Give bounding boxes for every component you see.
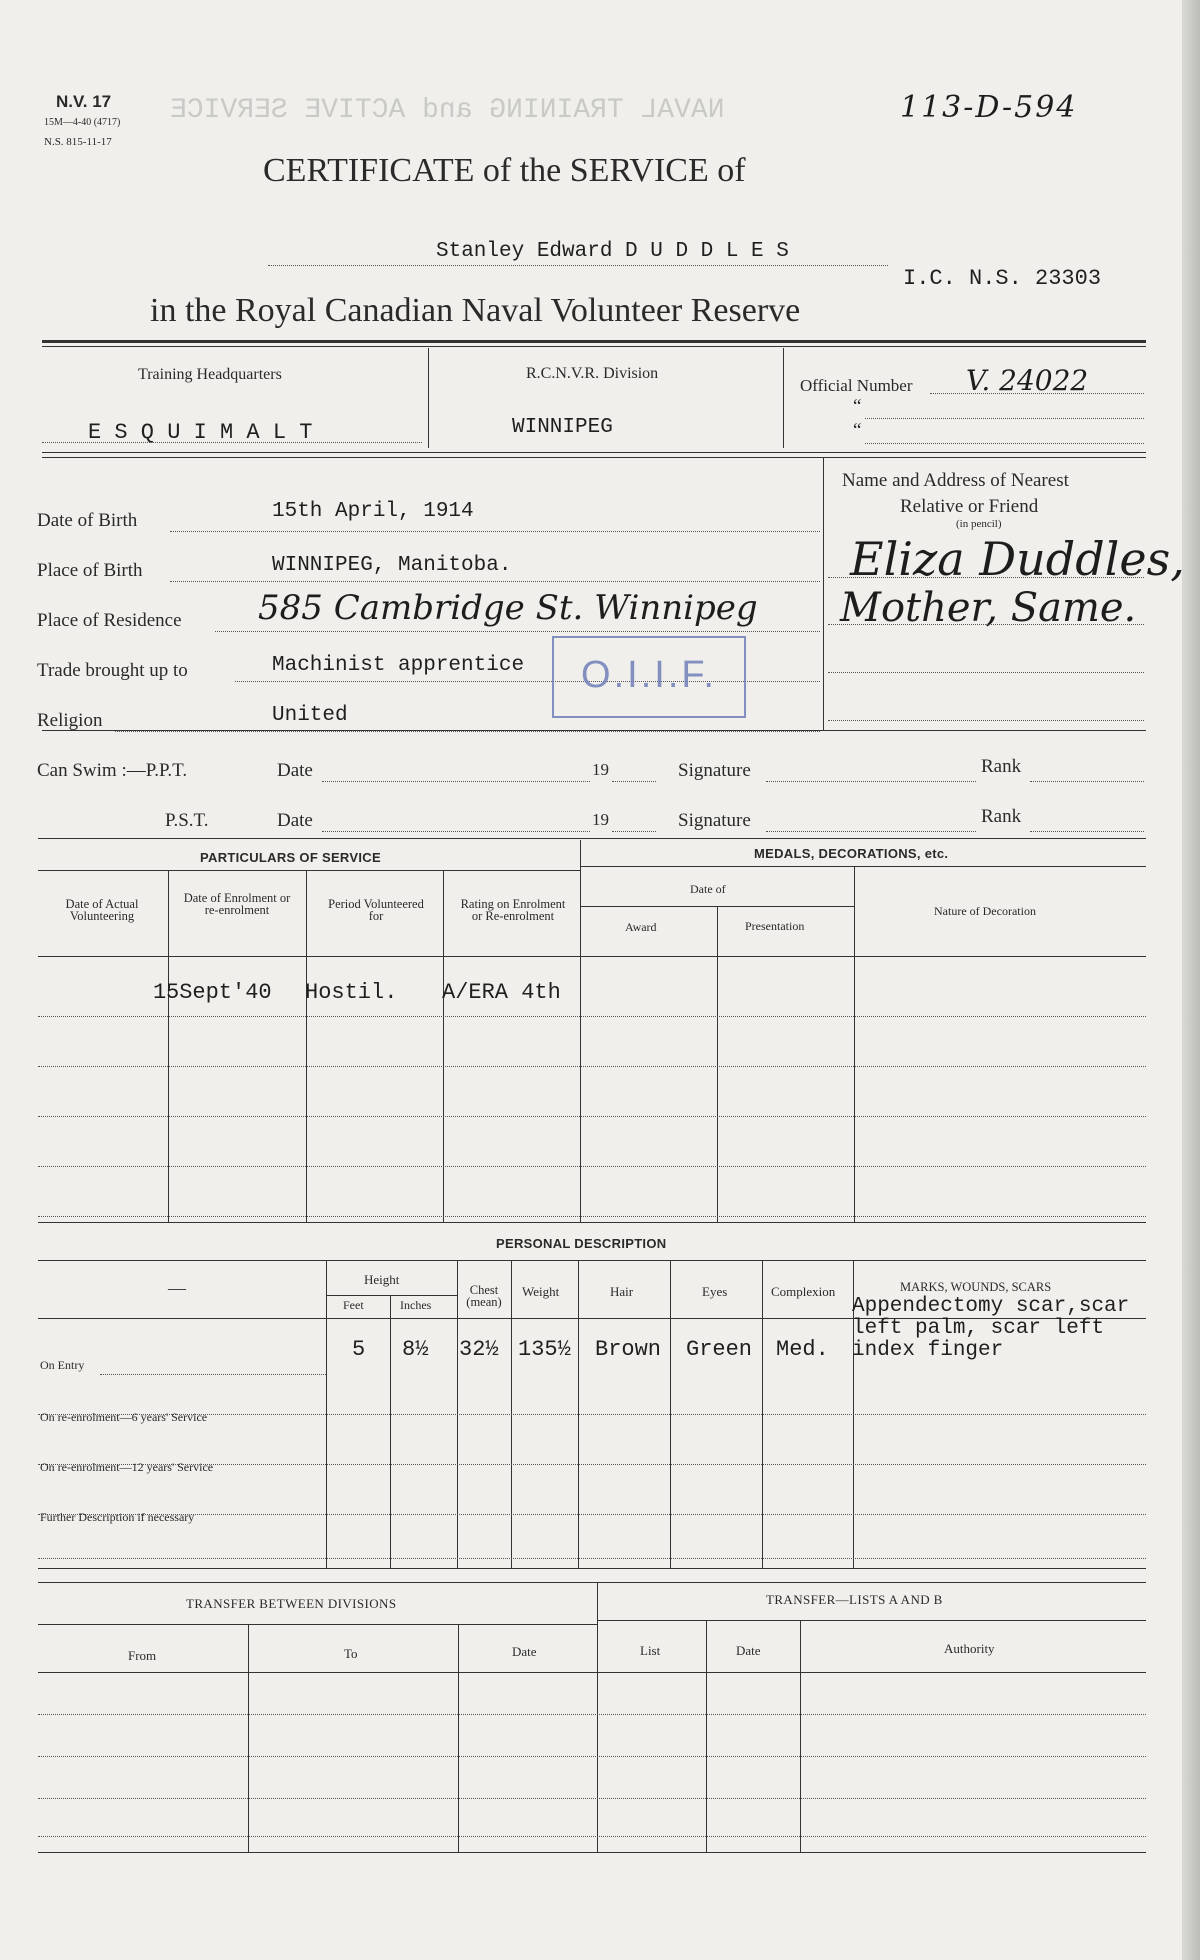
- entry-chest: 32½: [459, 1337, 499, 1362]
- trade-value: Machinist apprentice: [272, 654, 525, 677]
- transfer-from: From: [128, 1648, 157, 1663]
- rule: [100, 1374, 326, 1375]
- religion-value: United: [272, 704, 348, 727]
- dob-value: 15th April, 1914: [272, 500, 474, 523]
- rule: [38, 1672, 1146, 1673]
- col-rating: Rating on Enrolment or Re-enrolment: [460, 897, 566, 923]
- rule: [38, 870, 580, 871]
- col-eyes: Eyes: [702, 1284, 728, 1299]
- entry-complexion: Med.: [776, 1337, 829, 1362]
- transfer-divisions-heading: TRANSFER BETWEEN DIVISIONS: [186, 1596, 397, 1611]
- rule: [38, 1016, 1146, 1017]
- rule: [612, 781, 656, 782]
- col-date-enrolment: Date of Enrolment or re-enrolment: [183, 891, 291, 917]
- entry-feet: 5: [352, 1337, 366, 1362]
- rule: [38, 1756, 1146, 1757]
- name-rule: [268, 265, 888, 266]
- ic-number: I.C. N.S. 23303: [903, 266, 1102, 291]
- rule: [38, 1582, 1146, 1583]
- rule: [766, 781, 976, 782]
- relative-heading: Name and Address of Nearest: [842, 470, 1069, 491]
- swim-date-label: Date: [277, 810, 313, 831]
- col-feet: Feet: [343, 1298, 364, 1312]
- form-code: N.V. 17: [56, 92, 112, 111]
- medals-heading: MEDALS, DECORATIONS, etc.: [754, 846, 949, 861]
- official-number: V. 24022: [966, 364, 1089, 397]
- rule: [1030, 831, 1144, 832]
- entry-hair: Brown: [595, 1337, 662, 1362]
- certificate-subtitle: in the Royal Canadian Naval Volunteer Reserve: [150, 292, 801, 329]
- rule: [930, 393, 1144, 394]
- rule: [828, 720, 1144, 721]
- row-further: Further Description if necessary: [40, 1510, 195, 1524]
- rule: [38, 1514, 1146, 1515]
- rule: [717, 906, 718, 1222]
- rule: [42, 457, 1146, 458]
- rule: [783, 348, 784, 448]
- rule: [322, 781, 590, 782]
- relative-note: (in pencil): [956, 518, 1002, 530]
- col-period: Period Volunteered for: [328, 897, 424, 923]
- rule: [823, 457, 824, 730]
- relative-heading-2: Relative or Friend: [900, 496, 1039, 517]
- rule: [42, 346, 1146, 347]
- rule: [580, 866, 1146, 867]
- col-date-volunteering: Date of Actual Volunteering: [65, 897, 139, 923]
- swim-ppt-label: Can Swim :—P.P.T.: [37, 760, 188, 781]
- rule: [612, 831, 656, 832]
- col-marks: MARKS, WOUNDS, SCARS: [900, 1280, 1052, 1294]
- rule: [706, 1620, 707, 1852]
- dob-label: Date of Birth: [37, 510, 138, 531]
- division-value: WINNIPEG: [512, 416, 613, 439]
- pob-value: WINNIPEG, Manitoba.: [272, 554, 512, 577]
- rule: [38, 1568, 1146, 1569]
- ditto-mark: “: [853, 396, 862, 417]
- transfer-list: List: [640, 1643, 661, 1658]
- row-reenrol-12: On re-enrolment—12 years' Service: [40, 1460, 214, 1474]
- relative-line-1: Eliza Duddles,: [850, 532, 1185, 586]
- rule: [170, 531, 820, 532]
- rule: [38, 1116, 1146, 1117]
- rule: [38, 1558, 1146, 1559]
- training-hq-value: E S Q U I M A L T: [88, 420, 313, 445]
- form-ns-code: N.S. 815-11-17: [44, 136, 112, 148]
- rule: [38, 1166, 1146, 1167]
- rule: [38, 956, 1146, 957]
- rule: [42, 340, 1146, 343]
- rule: [597, 1582, 598, 1852]
- col-hair: Hair: [610, 1284, 634, 1299]
- rule: [865, 418, 1144, 419]
- entry-weight: 135½: [518, 1337, 571, 1362]
- rule: [38, 1066, 1146, 1067]
- rule: [306, 870, 307, 1222]
- swim-signature-label: Signature: [678, 760, 751, 781]
- service-row-col3: Hostil.: [305, 980, 398, 1005]
- description-dash: —: [168, 1278, 186, 1298]
- service-row-col1: 1: [153, 980, 167, 1005]
- entry-marks-3: index finger: [852, 1339, 1004, 1362]
- rule: [580, 906, 854, 907]
- service-row-col2: 5Sept'40: [166, 980, 272, 1005]
- residence-label: Place of Residence: [37, 610, 182, 631]
- file-reference: 113-D-594: [900, 90, 1078, 125]
- col-chest: Chest (mean): [466, 1283, 502, 1309]
- rule: [580, 840, 581, 1222]
- rule: [115, 731, 820, 732]
- entry-eyes: Green: [686, 1337, 753, 1362]
- rule: [38, 1714, 1146, 1715]
- rule: [170, 581, 820, 582]
- member-name: Stanley Edward D U D D L E S: [436, 240, 789, 263]
- col-height: Height: [364, 1272, 400, 1287]
- service-heading: PARTICULARS OF SERVICE: [200, 850, 381, 865]
- office-stamp: O.I.I.F.: [552, 636, 746, 718]
- swim-rank-label: Rank: [981, 806, 1022, 827]
- medals-nature: Nature of Decoration: [934, 904, 1036, 918]
- rule: [38, 1222, 1146, 1223]
- rule: [766, 831, 976, 832]
- rule: [428, 348, 429, 448]
- medals-award: Award: [625, 920, 657, 934]
- rule: [597, 1620, 1146, 1621]
- rule: [215, 631, 820, 632]
- rule: [42, 730, 1146, 731]
- rule: [38, 1216, 1146, 1217]
- rule: [248, 1624, 249, 1852]
- rule: [390, 1295, 391, 1568]
- division-label: R.C.N.V.R. Division: [526, 365, 659, 382]
- rule: [828, 624, 1144, 625]
- row-reenrol-6: On re-enrolment—6 years' Service: [40, 1410, 208, 1424]
- rule: [38, 1260, 1146, 1261]
- col-inches: Inches: [400, 1298, 432, 1312]
- ditto-mark: “: [853, 420, 862, 441]
- trade-label: Trade brought up to: [37, 660, 188, 681]
- form-print-code: 15M—4-40 (4717): [44, 117, 121, 128]
- rule: [38, 1836, 1146, 1837]
- transfer-authority: Authority: [944, 1641, 995, 1656]
- entry-inches: 8½: [402, 1337, 429, 1362]
- transfer-to: To: [344, 1646, 358, 1661]
- rule: [42, 442, 422, 443]
- rule: [326, 1295, 457, 1296]
- swim-signature-label: Signature: [678, 810, 751, 831]
- transfer-lists-heading: TRANSFER—LISTS A AND B: [766, 1592, 943, 1607]
- rule: [38, 1852, 1146, 1853]
- rule: [38, 838, 1146, 839]
- religion-label: Religion: [37, 710, 103, 731]
- col-complexion: Complexion: [771, 1284, 836, 1299]
- rule: [458, 1624, 459, 1852]
- certificate-title: CERTIFICATE of the SERVICE of: [263, 152, 746, 189]
- rule: [168, 870, 169, 1222]
- rule: [828, 672, 1144, 673]
- page-edge-shadow: [1182, 0, 1200, 1960]
- official-number-label: Official Number: [800, 376, 913, 395]
- rule: [800, 1620, 801, 1852]
- swim-year: 19: [592, 810, 609, 829]
- pob-label: Place of Birth: [37, 560, 143, 581]
- swim-date-label: Date: [277, 760, 313, 781]
- service-row-col4: A/ERA 4th: [442, 980, 561, 1005]
- col-weight: Weight: [522, 1284, 560, 1299]
- entry-marks-2: left palm, scar left: [852, 1317, 1105, 1340]
- swim-year: 19: [592, 760, 609, 779]
- description-heading: PERSONAL DESCRIPTION: [496, 1236, 667, 1251]
- row-on-entry: On Entry: [40, 1358, 85, 1372]
- residence-value: 585 Cambridge St. Winnipeg: [258, 588, 758, 628]
- relative-line-2: Mother, Same.: [840, 585, 1137, 631]
- rule: [38, 1798, 1146, 1799]
- rule: [854, 866, 855, 1222]
- rule: [443, 870, 444, 1222]
- rule: [42, 452, 1146, 453]
- rule: [38, 1624, 597, 1625]
- medals-date-of: Date of: [690, 882, 726, 896]
- medals-presentation: Presentation: [745, 919, 805, 933]
- swim-rank-label: Rank: [981, 756, 1022, 777]
- training-hq-label: Training Headquarters: [138, 366, 282, 383]
- transfer-list-date: Date: [736, 1643, 761, 1658]
- transfer-date: Date: [512, 1644, 537, 1659]
- rule: [865, 443, 1144, 444]
- bleed-through-text: NAVAL TRAINING and ACTIVE SERVICE: [170, 95, 725, 126]
- rule: [828, 577, 1144, 578]
- rule: [1030, 781, 1144, 782]
- entry-marks-1: Appendectomy scar,scar: [852, 1295, 1130, 1318]
- swim-pst-label: P.S.T.: [165, 810, 209, 831]
- rule: [322, 831, 590, 832]
